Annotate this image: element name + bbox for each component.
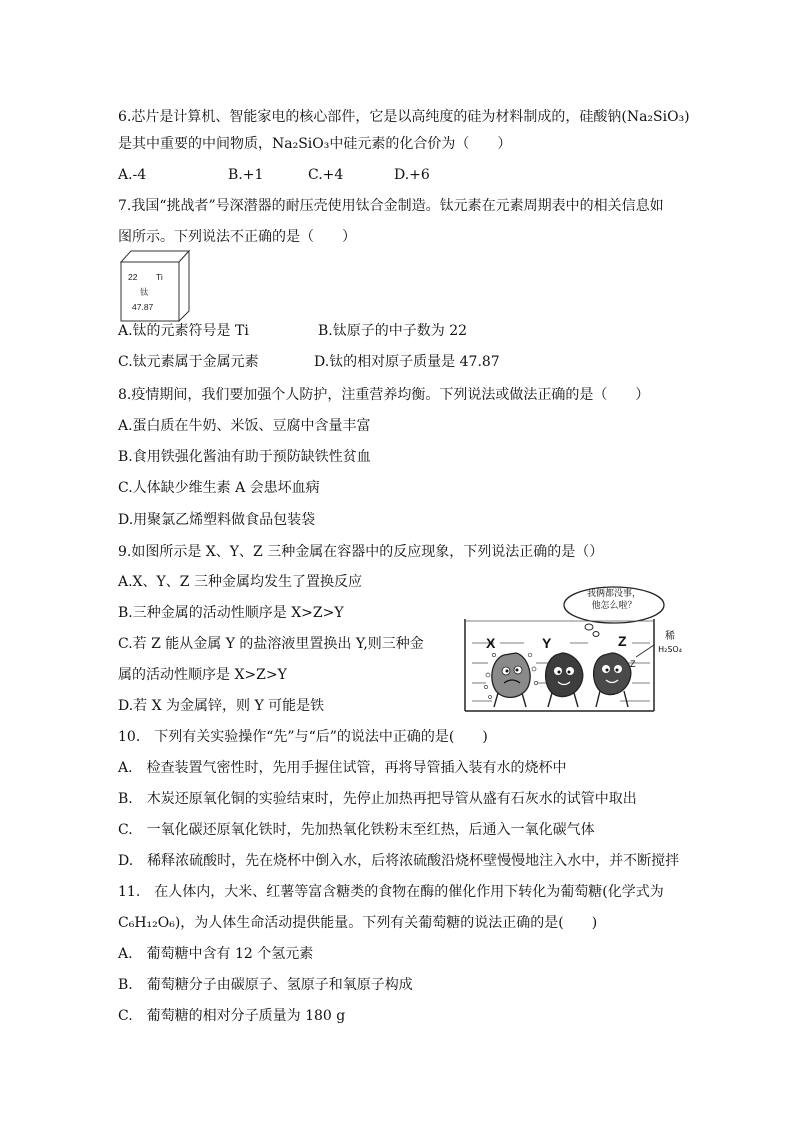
q8-option-b: B.食用铁强化酱油有助于预防缺铁性贫血 [118,449,371,465]
q6-stem-line1: 6.芯片是计算机、智能家电的核心部件，它是以高纯度的硅为材料制成的，硅酸钠(Na₂SiO₃) [118,109,690,125]
metal-reaction-figure [464,583,686,713]
beaker-illustration [464,583,686,713]
q8-option-a: A.蛋白质在牛奶、米饭、豆腐中含量丰富 [118,418,371,434]
q10-option-b: B. 木炭还原氧化铜的实验结束时，先停止加热再把导管从盛有石灰水的试管中取出 [118,791,637,807]
q9-option-a: A.X、Y、Z 三种金属均发生了置换反应 [118,574,362,590]
q10-option-a: A. 检查装置气密性时，先用手握住试管，再将导管插入装有水的烧杯中 [118,760,567,776]
q8-option-c: C.人体缺少维生素 A 会患坏血病 [118,480,320,496]
q11-stem-line2: C₆H₁₂O₆)，为人体生命活动提供能量。下列有关葡萄糖的说法正确的是( ) [118,915,598,931]
q7-option-b: B.钛原子的中子数为 22 [318,323,468,339]
q6-option-b: B.+1 [228,167,264,183]
q11-option-a: A. 葡萄糖中含有 12 个氢元素 [118,946,314,962]
q9-option-c: C.若 Z 能从金属 Y 的盐溶液里置换出 Y,则三种金 [118,636,424,652]
q10-option-c: C. 一氧化碳还原氧化铁时，先加热氧化铁粉末至红热，后通入一氧化碳气体 [118,822,595,838]
metal-y-label: Y [542,635,552,651]
atomic-number: 22 [128,272,138,282]
q10-option-d: D. 稀释浓硫酸时，先在烧杯中倒入水，后将浓硫酸沿烧杯壁慢慢地注入水中，并不断搅拌 [118,853,680,869]
q10-stem: 10. 下列有关实验操作“先”与“后”的说法中正确的是( ) [118,729,488,745]
q11-option-c: C. 葡萄糖的相对分子质量为 180 g [118,1008,346,1024]
q8-stem: 8.疫情期间，我们要加强个人防护，注重营养均衡。下列说法或做法正确的是（ ） [118,387,650,403]
q11-option-b: B. 葡萄糖分子由碳原子、氢原子和氧原子构成 [118,977,413,993]
q8-option-d: D.用聚氯乙烯塑料做食品包装袋 [118,512,316,528]
q6-option-c: C.+4 [308,167,344,183]
q7-stem-line2: 图所示。下列说法不正确的是（ ） [118,229,356,245]
element-name: 钛 [140,287,149,297]
element-symbol: Ti [156,272,163,282]
q9-option-c-cont: 属的活动性顺序是 X>Z>Y [118,667,287,683]
q11-stem-line1: 11. 在人体内，大米、红薯等富含糖类的食物在酶的催化作用下转化为葡萄糖(化学式为 [118,884,664,900]
periodic-table-cell [120,250,190,322]
metal-x-label: X [486,635,496,651]
q7-option-d: D.钛的相对原子质量是 47.87 [314,354,500,370]
q6-option-d: D.+6 [394,167,430,183]
q9-stem: 9.如图所示是 X、Y、Z 三种金属在容器中的反应现象，下列说法正确的是（） [118,544,604,560]
q9-option-d: D.若 X 为金属锌，则 Y 可能是铁 [118,698,325,714]
acid-label-line2: H₂SO₄ [658,645,682,654]
cube-frame-icon [120,250,190,322]
acid-label-line1: 稀 [665,631,675,642]
atomic-mass: 47.87 [132,302,154,312]
metal-z-label: Z [618,633,627,649]
q7-stem-line1: 7.我国“挑战者”号深潜器的耐压壳使用钛合金制造。钛元素在元素周期表中的相关信息如 [118,198,664,214]
q7-option-a: A.钛的元素符号是 Ti [118,323,249,339]
q6-option-a: A.-4 [118,167,147,183]
q7-option-c: C.钛元素属于金属元素 [118,354,259,370]
bubble-line1: 我俩都没事， [586,589,641,599]
bubble-line2: 他怎么啦？ [591,601,637,611]
q6-stem-line2: 是其中重要的中间物质，Na₂SiO₃中硅元素的化合价为（ ） [118,136,512,152]
q9-option-b: B.三种金属的活动性顺序是 X>Z>Y [118,605,344,621]
metal-z-small-label: Z [630,659,636,669]
